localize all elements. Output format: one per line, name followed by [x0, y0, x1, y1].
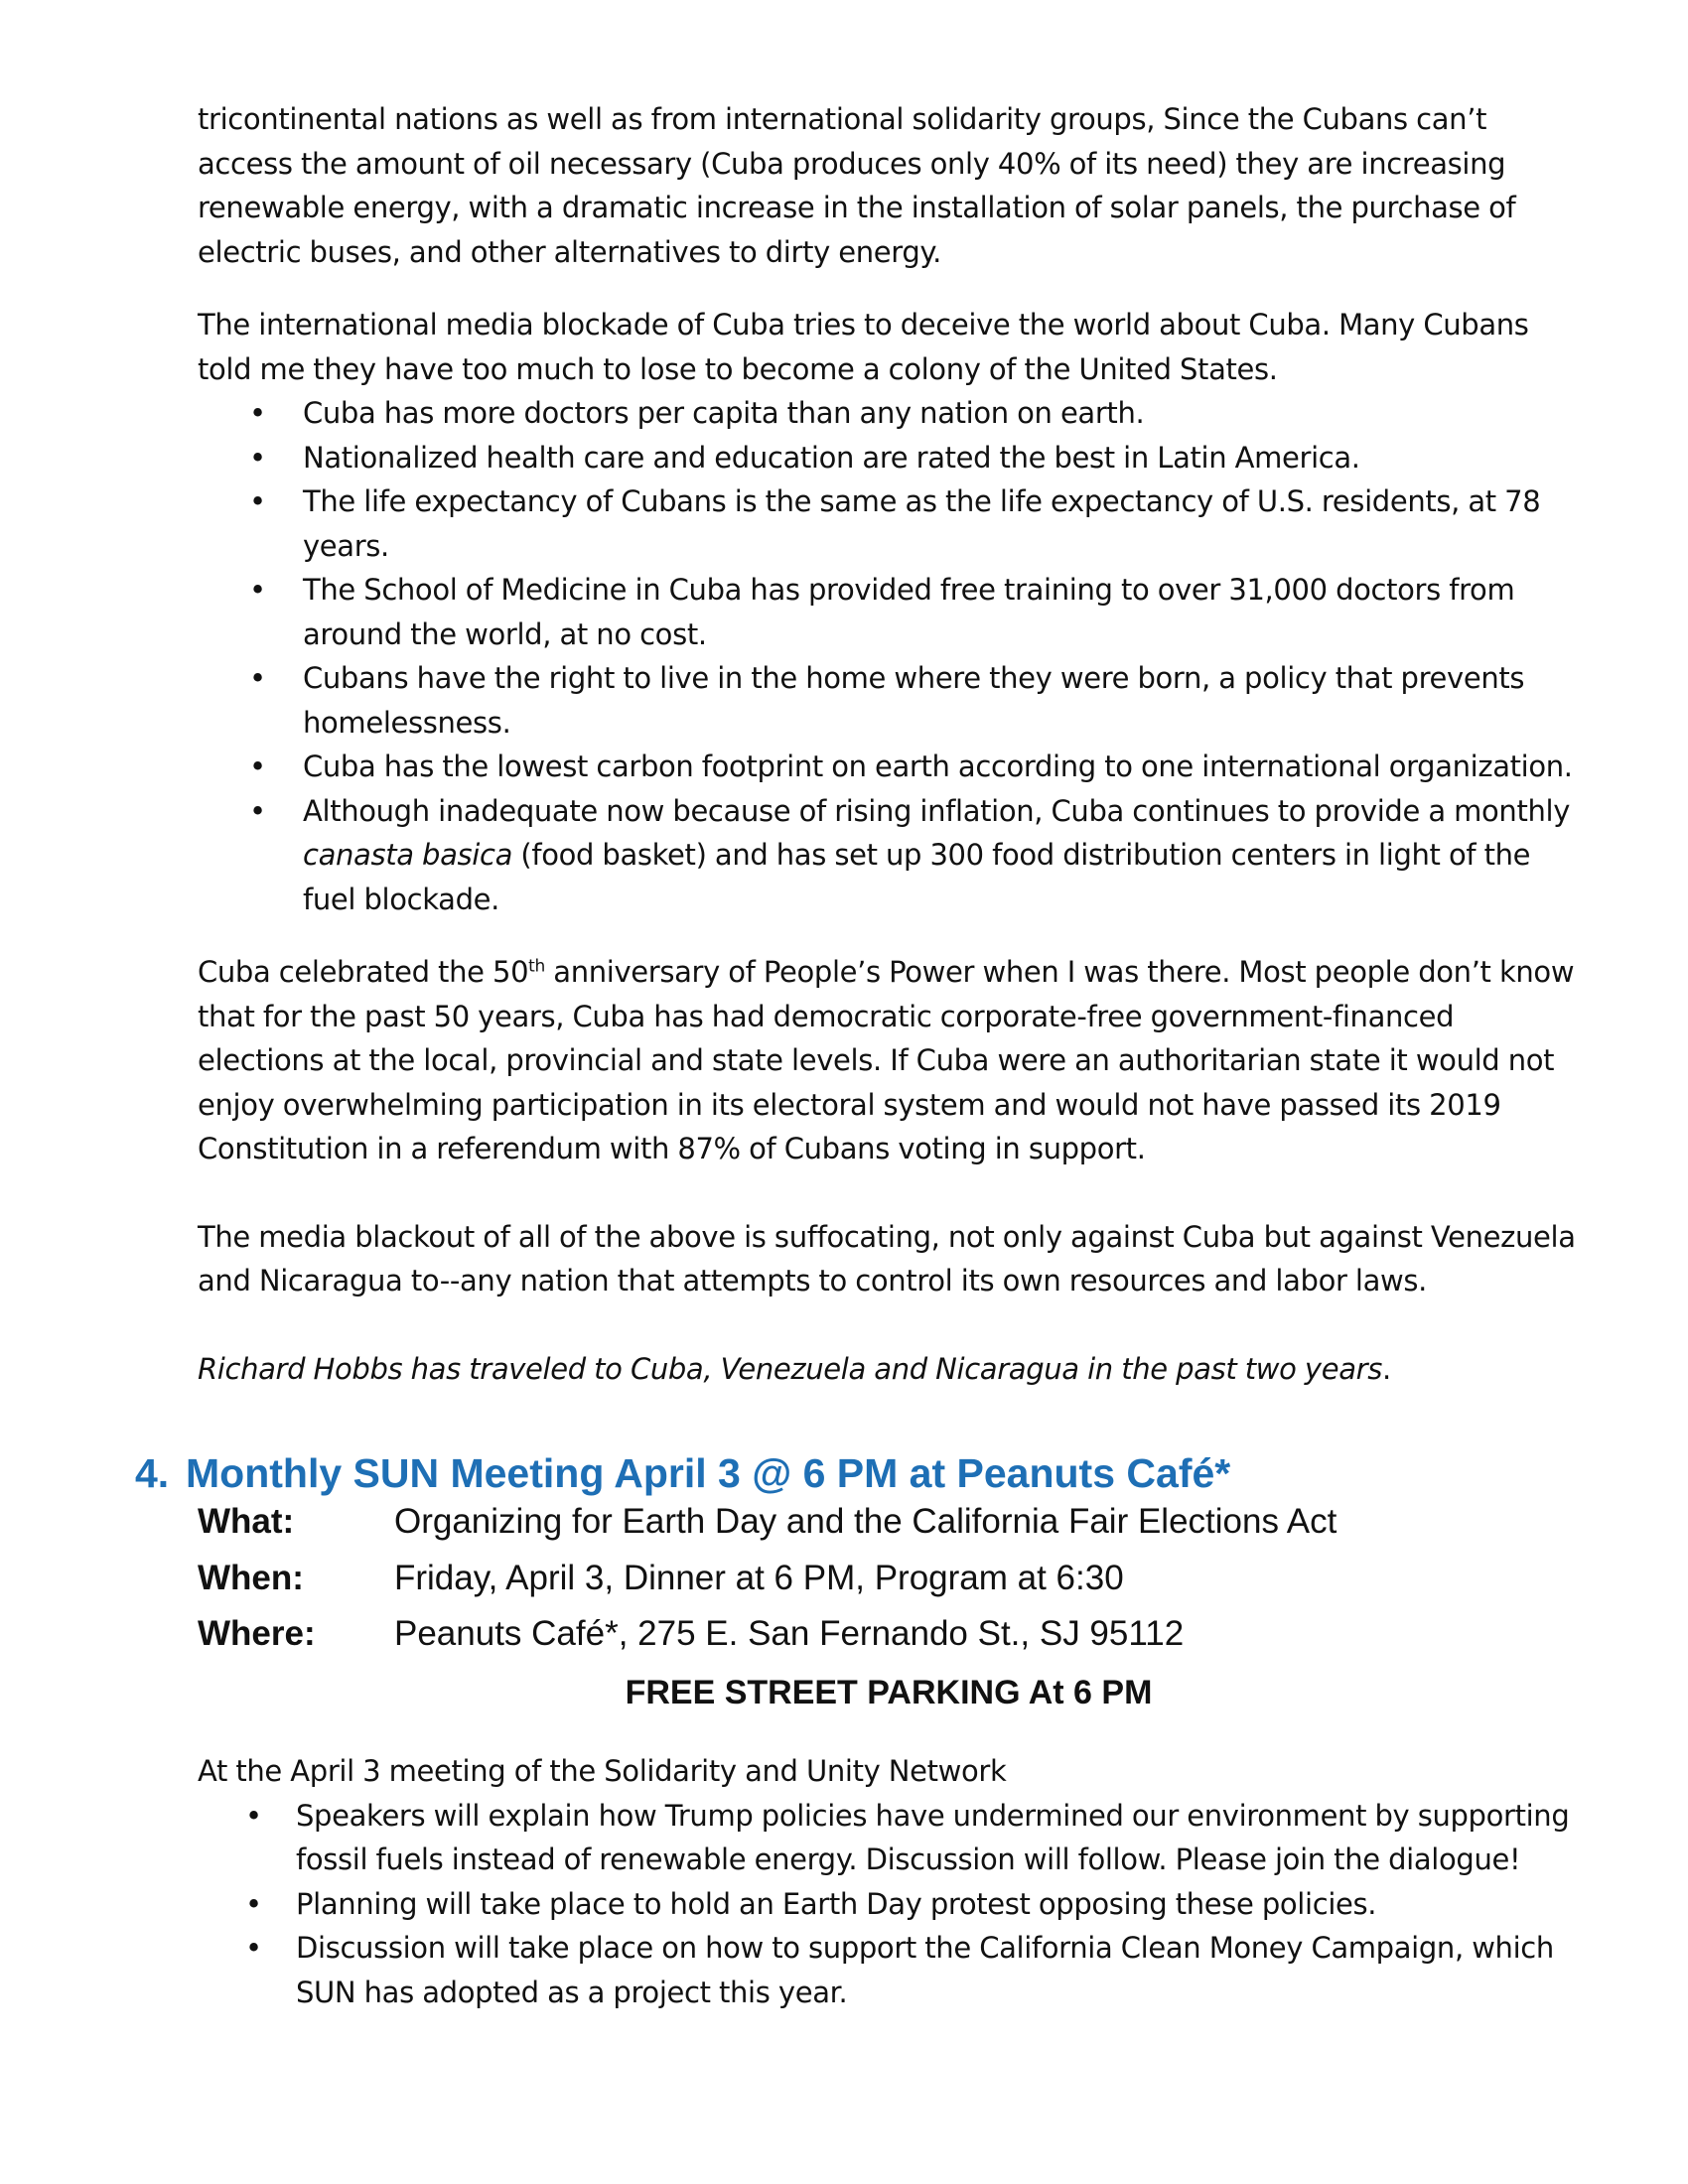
bullet-icon: •	[249, 793, 266, 828]
meeting-details	[198, 1494, 1488, 1663]
list-item: • Planning will take place to hold an Earth Day protest opposing these policies.	[198, 1882, 1588, 1927]
bullet-icon: •	[249, 396, 266, 430]
bullet-icon: •	[249, 661, 266, 695]
list-item: • Cuba has the lowest carbon footprint on earth according to one international organization.	[198, 745, 1588, 789]
paragraph-oil-energy: tricontinental nations as well as from international solidarity groups, Since the Cubans can’t access the amount of oil necessary (Cuba produces only 40% of its need) they are increasing renewable energy, with a dramatic increase in the installation of solar panels, the purchase of electric buses, and other alternatives to dirty energy.	[198, 102, 1516, 269]
section-heading	[135, 1445, 1525, 1501]
cuba-facts-list	[198, 391, 1588, 921]
bullet-icon: •	[245, 1886, 262, 1921]
when-row: When: Friday, April 3, Dinner at 6 PM, Program at 6:30	[198, 1558, 1124, 1597]
list-item: • Although inadequate now because of rising inflation, Cuba continues to provide a monthly canasta basica (food basket) and has set up 300 food distribution centers in light of the fuel blockade.	[198, 789, 1588, 922]
ordinal-suffix: th	[528, 956, 545, 977]
paragraph-peoples-power: Cuba celebrated the 50th anniversary of People’s Power when I was there. Most people don’t know that for the past 50 years, Cuba has had democratic corporate-free government-financed elections at the local, provincial and state levels. If Cuba were an authoritarian state it would not enjoy overwhelming participation in its electoral system and would not have passed its 2019 Constitution in a referendum with 87% of Cubans voting in support.	[198, 955, 1575, 1165]
parking-notice: FREE STREET PARKING At 6 PM	[625, 1674, 1153, 1711]
paragraph-media-blackout: The media blackout of all of the above is suffocating, not only against Cuba but against Venezuela and Nicaragua to--any nation that attempts to control its own resources and labor laws.	[198, 1219, 1576, 1297]
paragraph-media-blockade: The international media blockade of Cuba tries to deceive the world about Cuba. Many Cubans told me they have too much to lose to become a colony of the United States.	[198, 308, 1529, 386]
list-item: • The life expectancy of Cubans is the same as the life expectancy of U.S. residents, at 78 years.	[198, 479, 1588, 568]
list-item: • Speakers will explain how Trump policies have undermined our environment by supporting fossil fuels instead of renewable energy. Discussion will follow. Please join the dialogue!	[198, 1794, 1588, 1882]
section-number: 4.	[135, 1450, 170, 1496]
bullet-icon: •	[249, 750, 266, 783]
where-row: Where: Peanuts Café*, 275 E. San Fernando St., SJ 95112	[198, 1614, 1185, 1653]
agenda-intro: At the April 3 meeting of the Solidarity and Unity Network	[198, 1754, 1007, 1788]
canasta-basica-term: canasta basica	[303, 838, 512, 872]
article-body	[198, 97, 1588, 1391]
agenda-list	[198, 1794, 1588, 2015]
list-item: • Nationalized health care and education are rated the best in Latin America.	[198, 436, 1588, 480]
what-row: What: Organizing for Earth Day and the California Fair Elections Act	[198, 1502, 1337, 1541]
bullet-icon: •	[249, 484, 266, 518]
list-item: • Cubans have the right to live in the home where they were born, a policy that prevents homelessness.	[198, 656, 1588, 745]
bullet-icon: •	[245, 1798, 262, 1833]
section-title: Monthly SUN Meeting April 3 @ 6 PM at Peanuts Café*	[186, 1450, 1231, 1496]
list-item: • Discussion will take place on how to support the California Clean Money Campaign, which SUN has adopted as a project this year.	[198, 1926, 1588, 2014]
bullet-icon: •	[249, 573, 266, 607]
bullet-icon: •	[249, 440, 266, 475]
list-item: • The School of Medicine in Cuba has provided free training to over 31,000 doctors from around the world, at no cost.	[198, 568, 1588, 656]
list-item: • Cuba has more doctors per capita than any nation on earth.	[198, 391, 1588, 436]
meeting-agenda	[198, 1749, 1588, 2014]
author-byline: Richard Hobbs has traveled to Cuba, Venezuela and Nicaragua in the past two years.	[198, 1351, 1391, 1386]
bullet-icon: •	[245, 1931, 262, 1965]
